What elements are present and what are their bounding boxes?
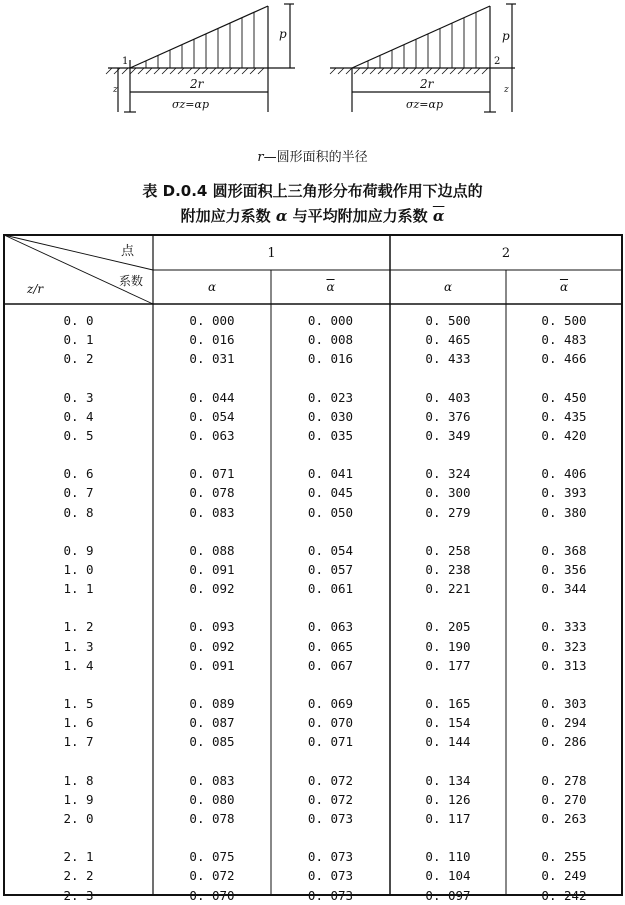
table-cell-ab1: 0. 050 <box>307 504 354 520</box>
header-point-2: 2 <box>501 246 511 261</box>
table-cell-a1: 0. 054 <box>189 408 235 424</box>
left-p-label: p <box>279 27 287 41</box>
header-alpha-1: α <box>207 280 217 294</box>
table-cell-zr: 1. 7 <box>63 734 94 750</box>
table-cell-zr: 1. 5 <box>63 696 94 711</box>
table-cell-ab1: 0. 073 <box>307 868 354 884</box>
table-cell-zr: 0. 9 <box>63 542 94 558</box>
table-cell-a2: 0. 117 <box>425 811 471 826</box>
right-sigma-label: σz=αp <box>406 98 443 111</box>
table-cell-a2: 0. 205 <box>425 619 471 635</box>
table-cell-a1: 0. 016 <box>189 332 235 348</box>
title-alpha-bar: $\overline{\alpha}$ <box>432 207 445 225</box>
table-cell-ab2: 0. 255 <box>541 849 587 865</box>
title-mid: 与平均附加应力系数 <box>287 207 433 225</box>
table-cell-zr: 0. 0 <box>63 313 94 328</box>
table-cell-a1: 0. 063 <box>189 428 235 443</box>
table-cell-ab2: 0. 380 <box>541 504 587 520</box>
table-cell-a1: 0. 088 <box>189 542 235 558</box>
table-cell-zr: 0. 6 <box>63 466 94 482</box>
table-cell-zr: 0. 1 <box>63 332 94 348</box>
table-cell-ab2: 0. 483 <box>541 332 587 348</box>
table-cell-ab1: 0. 072 <box>307 791 354 807</box>
table-cell-ab2: 0. 294 <box>541 715 587 731</box>
table-cell-ab2: 0. 263 <box>541 811 587 826</box>
table-cell-a1: 0. 093 <box>189 619 235 635</box>
table-cell-zr: 1. 2 <box>63 619 94 635</box>
table-cell-zr: 1. 8 <box>63 772 94 788</box>
caption-r: r <box>257 150 264 165</box>
table-cell-ab2: 0. 420 <box>541 428 587 443</box>
table-cell-a1: 0. 044 <box>189 389 235 405</box>
table-cell-a1: 0. 089 <box>189 696 235 711</box>
table-cell-ab2: 0. 303 <box>541 696 587 711</box>
table-cell-ab1: 0. 041 <box>307 466 354 482</box>
right-diagram <box>330 4 516 112</box>
left-diagram <box>106 4 295 112</box>
table-cell-a2: 0. 144 <box>425 734 471 750</box>
table-cell-ab2: 0. 278 <box>541 772 587 788</box>
header-alpha-bar-2: $\overline{\alpha}$ <box>559 280 569 294</box>
table-cell-ab1: 0. 045 <box>307 485 354 501</box>
table-cell-a2: 0. 403 <box>425 389 471 405</box>
table-cell-a2: 0. 110 <box>425 849 471 865</box>
table-cell-ab2: 0. 466 <box>541 351 587 367</box>
table-cell-zr: 0. 2 <box>63 351 94 367</box>
table-cell-a1: 0. 031 <box>189 351 235 367</box>
table-cell-a1: 0. 083 <box>189 772 235 788</box>
table-cell-a2: 0. 238 <box>425 562 471 577</box>
header-alpha-2: α <box>443 280 453 294</box>
table-cell-a2: 0. 221 <box>425 581 471 597</box>
table-cell-a1: 0. 091 <box>189 562 235 577</box>
table-cell-zr: 1. 4 <box>63 657 94 673</box>
table-cell-ab2: 0. 393 <box>541 485 587 501</box>
table-cell-ab1: 0. 057 <box>307 562 354 577</box>
table-cell-a2: 0. 104 <box>425 868 471 884</box>
table-title-line2 <box>0 205 625 226</box>
title-alpha: α <box>275 207 288 225</box>
table-cell-ab2: 0. 500 <box>541 313 587 328</box>
table-cell-ab1: 0. 067 <box>307 657 354 673</box>
table-cell-a2: 0. 097 <box>425 887 471 903</box>
coefficient-table <box>3 234 623 903</box>
table-cell-ab1: 0. 008 <box>307 332 354 348</box>
table-cell-ab1: 0. 070 <box>307 715 354 731</box>
table-cell-a2: 0. 279 <box>425 504 471 520</box>
table-cell-zr: 1. 6 <box>63 715 94 731</box>
table-cell-ab2: 0. 368 <box>541 542 587 558</box>
table-cell-ab1: 0. 073 <box>307 811 354 826</box>
table-cell-ab2: 0. 249 <box>541 868 587 884</box>
table-cell-ab1: 0. 030 <box>307 408 354 424</box>
table-cell-a2: 0. 190 <box>425 638 471 654</box>
table-cell-a1: 0. 075 <box>189 849 235 865</box>
table-cell-a2: 0. 134 <box>425 772 471 788</box>
table-cell-zr: 0. 4 <box>63 408 94 424</box>
table-cell-ab2: 0. 344 <box>541 581 587 597</box>
table-cell-zr: 1. 1 <box>63 581 94 597</box>
table-cell-a1: 0. 083 <box>189 504 235 520</box>
table-cell-ab1: 0. 063 <box>307 619 354 635</box>
table-cell-a1: 0. 000 <box>189 313 235 328</box>
table-cell-zr: 1. 9 <box>63 791 94 807</box>
table-cell-zr: 0. 8 <box>63 504 94 520</box>
table-cell-a1: 0. 080 <box>189 791 235 807</box>
table-cell-ab1: 0. 023 <box>307 389 354 405</box>
table-cell-ab2: 0. 356 <box>541 562 587 577</box>
header-zr: z/r <box>27 282 44 296</box>
table-cell-ab1: 0. 072 <box>307 772 354 788</box>
table-cell-zr: 2. 2 <box>63 868 94 884</box>
table-cell-a2: 0. 154 <box>425 715 471 731</box>
table-cell-a2: 0. 376 <box>425 408 471 424</box>
table-title-line1: 表 D.0.4 圆形面积上三角形分布荷载作用下边点的 <box>142 182 483 200</box>
table-cell-ab2: 0. 450 <box>541 389 587 405</box>
table-cell-ab1: 0. 065 <box>307 638 354 654</box>
table-cell-ab2: 0. 242 <box>541 887 587 903</box>
table-cell-a1: 0. 085 <box>189 734 235 750</box>
table-cell-a1: 0. 087 <box>189 715 235 731</box>
load-diagrams <box>0 0 625 132</box>
table-cell-ab1: 0. 035 <box>307 428 354 443</box>
table-cell-ab1: 0. 071 <box>307 734 354 750</box>
table-cell-a2: 0. 465 <box>425 332 471 348</box>
table-cell-a2: 0. 300 <box>425 485 471 501</box>
table-cell-ab2: 0. 323 <box>541 638 587 654</box>
header-point-1: 1 <box>267 246 276 261</box>
left-width-label: 2r <box>190 77 204 91</box>
table-cell-zr: 2. 0 <box>63 811 94 826</box>
table-cell-ab2: 0. 270 <box>541 791 587 807</box>
table-cell-a2: 0. 126 <box>425 791 471 807</box>
header-coef: 系数 <box>119 274 144 288</box>
table-cell-a1: 0. 070 <box>189 887 235 903</box>
table-cell-ab1: 0. 016 <box>307 351 354 367</box>
table-cell-a2: 0. 500 <box>425 313 471 328</box>
table-cell-ab1: 0. 073 <box>307 887 354 903</box>
table-cell-ab2: 0. 313 <box>541 657 587 673</box>
table-cell-ab2: 0. 435 <box>541 408 587 424</box>
table-cell-zr: 0. 5 <box>63 428 94 443</box>
table-cell-zr: 2. 1 <box>63 849 94 865</box>
table-cell-ab2: 0. 333 <box>541 619 587 635</box>
table-cell-ab1: 0. 054 <box>307 542 354 558</box>
table-cell-ab1: 0. 073 <box>307 849 354 865</box>
header-point: 点 <box>121 244 135 259</box>
table-cell-a2: 0. 165 <box>425 696 471 711</box>
left-sigma-label: σz=αp <box>172 98 209 111</box>
table-cell-a1: 0. 072 <box>189 868 235 884</box>
table-cell-a2: 0. 177 <box>425 657 471 673</box>
table-cell-zr: 1. 3 <box>63 638 94 654</box>
table-cell-a2: 0. 349 <box>425 428 471 443</box>
table-cell-a2: 0. 324 <box>425 466 471 482</box>
left-point-label: 1 <box>122 56 129 67</box>
caption-text: —圆形面积的半径 <box>263 150 368 165</box>
left-z-label: z <box>113 85 118 95</box>
table-cell-zr: 2. 3 <box>63 887 94 903</box>
title-prefix: 附加应力系数 <box>180 207 276 225</box>
right-point-label: 2 <box>494 56 501 67</box>
table-cell-a1: 0. 091 <box>189 657 235 673</box>
table-cell-a1: 0. 092 <box>189 581 235 597</box>
header-alpha-bar-1: $\overline{\alpha}$ <box>326 280 335 294</box>
table-cell-a1: 0. 092 <box>189 638 235 654</box>
table-cell-ab1: 0. 069 <box>307 696 354 711</box>
table-cell-zr: 0. 3 <box>63 389 94 405</box>
table-cell-a2: 0. 433 <box>425 351 471 367</box>
table-cell-ab2: 0. 286 <box>541 734 587 750</box>
right-width-label: 2r <box>420 77 434 91</box>
table-cell-a1: 0. 071 <box>189 466 235 482</box>
table-cell-a1: 0. 078 <box>189 485 235 501</box>
table-cell-a2: 0. 258 <box>425 542 471 558</box>
right-z-label: z <box>504 85 509 95</box>
table-cell-zr: 0. 7 <box>63 485 94 501</box>
table-cell-ab1: 0. 000 <box>307 313 354 328</box>
table-cell-a1: 0. 078 <box>189 811 235 826</box>
figure-caption <box>0 146 625 165</box>
right-p-label: p <box>502 29 510 43</box>
table-cell-ab1: 0. 061 <box>307 581 354 597</box>
table-cell-ab2: 0. 406 <box>541 466 587 482</box>
table-cell-zr: 1. 0 <box>63 562 94 577</box>
